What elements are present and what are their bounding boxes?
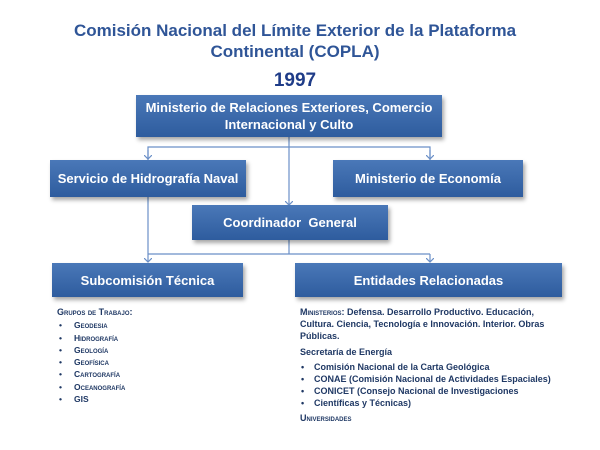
grupos-heading: Grupos de Trabajo:	[57, 307, 133, 317]
list-item: • Geología	[57, 344, 277, 356]
list-item: • Científicas y Técnicas)	[300, 397, 562, 409]
list-item: • CONICET (Consejo Nacional de Investigaciones	[300, 385, 562, 397]
box-ministerio-economia: Ministerio de Economía	[333, 160, 523, 197]
box-entidades-relacionadas: Entidades Relacionadas	[295, 263, 562, 297]
diagram-title: Comisión Nacional del Límite Exterior de la Plataforma Continental (COPLA)	[73, 21, 517, 61]
secretaria-energia: Secretaría de Energía	[300, 347, 393, 357]
box-ministerio-relaciones-exteriores: Ministerio de Relaciones Exteriores, Comercio Internacional y Culto	[136, 95, 442, 137]
universidades-label: Universidades	[300, 413, 352, 423]
box-servicio-hidrografia: Servicio de Hidrografía Naval	[50, 160, 246, 197]
list-item: • Comisión Nacional de la Carta Geológica	[300, 361, 562, 373]
list-item: • Hidrografía	[57, 332, 277, 344]
grupos-de-trabajo	[57, 306, 277, 405]
list-item: • Oceanografía	[57, 381, 277, 393]
list-item: • Geofísica	[57, 356, 277, 368]
list-item: • Cartografía	[57, 368, 277, 380]
grupos-list	[57, 319, 277, 405]
ministerios-label: Ministerios:	[300, 307, 345, 317]
ministerios-paragraph	[300, 306, 562, 342]
year-label: 1997	[273, 70, 317, 91]
box-subcomision-tecnica: Subcomisión Técnica	[52, 263, 243, 297]
ministerios-text: Defensa. Desarrollo Productivo. Educación, Cultura. Ciencia, Tecnología e Innovación. Interior. Obras Públicas.	[300, 307, 545, 341]
list-item: • Geodesia	[57, 319, 277, 331]
entidades-detail	[300, 306, 562, 424]
secretaria-list	[300, 361, 562, 409]
list-item: • CONAE (Comisión Nacional de Actividades Espaciales)	[300, 373, 562, 385]
list-item: • GIS	[57, 393, 277, 405]
box-coordinador-general: Coordinador General	[192, 205, 388, 240]
